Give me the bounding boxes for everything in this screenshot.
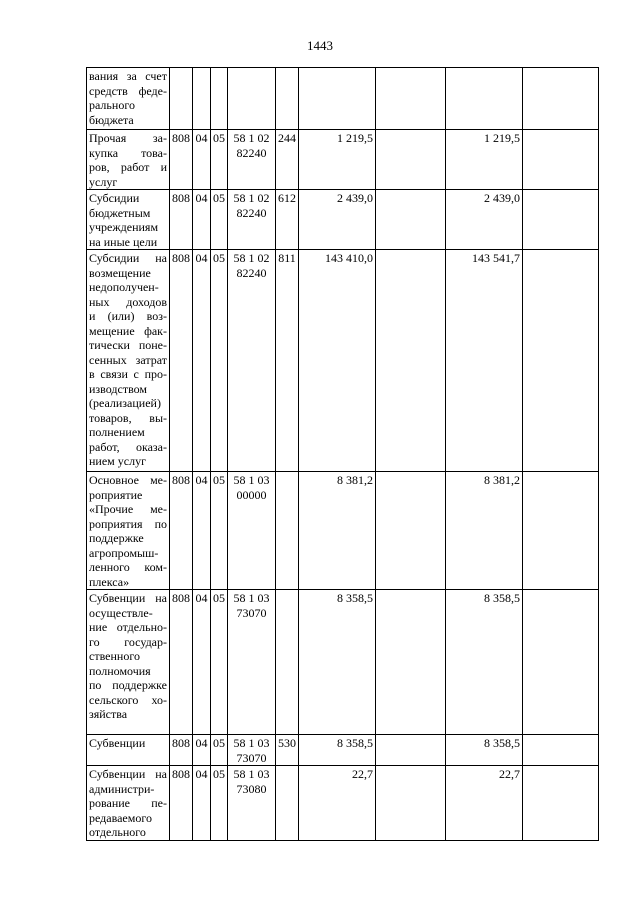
target-article-cell: [228, 735, 276, 766]
row-name-line: мещение фак-: [89, 323, 167, 338]
ministry-code-cell: 808: [170, 766, 193, 841]
target-article-cell: [228, 190, 276, 250]
row-name-line: бюджета: [89, 112, 134, 127]
row-name-line: зяйства: [89, 707, 128, 721]
extra-cell: [523, 472, 599, 590]
row-name-line: ленного ком-: [89, 560, 167, 574]
row-name-line: товаров, вы-: [89, 410, 167, 425]
subsection-code-cell: 05: [211, 735, 228, 766]
row-name-line: сенных затрат: [89, 352, 167, 367]
row-name-cell: [87, 590, 170, 735]
amount-after-change-cell: 22,7: [446, 766, 523, 841]
change-cell: [376, 590, 446, 735]
budget-table-body: [87, 68, 599, 841]
row-name-line: Субсидии: [89, 191, 140, 205]
amount-cell: 1 219,5: [299, 130, 376, 190]
row-name-cell: [87, 190, 170, 250]
ministry-code-cell: 808: [170, 735, 193, 766]
change-cell: [376, 190, 446, 250]
extra-cell: [523, 590, 599, 735]
change-cell: [376, 250, 446, 472]
row-name-line: Субвенции на: [89, 767, 167, 781]
row-name-line: ственного: [89, 649, 140, 663]
row-name-line: бюджетным: [89, 205, 151, 220]
amount-after-change-cell: [446, 68, 523, 130]
row-name-line: рального: [89, 98, 135, 112]
section-code-cell: [193, 68, 211, 130]
row-name-line: Прочая за-: [89, 131, 167, 145]
change-cell: [376, 766, 446, 841]
row-name-line: в связи с про-: [89, 367, 167, 381]
page-number: 1443: [307, 38, 333, 53]
row-name-line: отдельного: [89, 825, 146, 839]
row-name-line: сельского хо-: [89, 692, 167, 707]
row-name-line: администри-: [89, 781, 155, 796]
change-cell: [376, 735, 446, 766]
table-row: [87, 250, 599, 472]
subsection-code-cell: 05: [211, 766, 228, 841]
subsection-code-cell: 05: [211, 250, 228, 472]
row-name-cell: [87, 130, 170, 190]
expense-type-cell: [276, 472, 299, 590]
table-row: [87, 130, 599, 190]
row-name-line: полнением: [89, 425, 145, 439]
target-article-cell: [228, 130, 276, 190]
target-article-line: 58 1 03: [233, 767, 270, 781]
amount-cell: 8 358,5: [299, 735, 376, 766]
ministry-code-cell: 808: [170, 130, 193, 190]
amount-after-change-cell: 143 541,7: [446, 250, 523, 472]
extra-cell: [523, 766, 599, 841]
amount-cell: 143 410,0: [299, 250, 376, 472]
row-name-line: роприятия по: [89, 516, 167, 531]
row-name-line: недополучен-: [89, 280, 159, 294]
expense-type-cell: 244: [276, 130, 299, 190]
target-article-cell: [228, 590, 276, 735]
extra-cell: [523, 190, 599, 250]
table-row: [87, 190, 599, 250]
subsection-code-cell: 05: [211, 130, 228, 190]
row-name-line: ние отдельно-: [89, 620, 167, 634]
target-article-line: 82240: [236, 145, 267, 160]
row-name-line: ров, работ и: [89, 160, 167, 174]
target-article-cell: [228, 472, 276, 590]
target-article-line: 73070: [236, 750, 267, 765]
subsection-code-cell: [211, 68, 228, 130]
target-article-line: 58 1 03: [233, 473, 270, 487]
subsection-code-cell: 05: [211, 190, 228, 250]
row-name-line: купка това-: [89, 145, 167, 160]
section-code-cell: 04: [193, 472, 211, 590]
target-article-cell: [228, 766, 276, 841]
row-name-line: Субсидии на: [89, 251, 167, 265]
ministry-code-cell: 808: [170, 590, 193, 735]
row-name-line: нием услуг: [89, 454, 146, 468]
amount-after-change-cell: 8 358,5: [446, 735, 523, 766]
target-article-line: 82240: [236, 205, 267, 220]
change-cell: [376, 130, 446, 190]
subsection-code-cell: 05: [211, 472, 228, 590]
expense-type-cell: 811: [276, 250, 299, 472]
ministry-code-cell: 808: [170, 472, 193, 590]
row-name-line: ных доходов: [89, 294, 167, 309]
row-name-line: возмещение: [89, 265, 151, 280]
change-cell: [376, 472, 446, 590]
row-name-line: работ, оказа-: [89, 439, 167, 454]
row-name-line: плекса»: [89, 574, 130, 589]
row-name-line: средств феде-: [89, 83, 167, 98]
row-name-line: «Прочие ме-: [89, 502, 167, 516]
row-name-line: полномочия: [89, 663, 151, 678]
amount-cell: 22,7: [299, 766, 376, 841]
row-name-line: и (или) воз-: [89, 309, 167, 323]
row-name-cell: [87, 766, 170, 841]
target-article-line: 73070: [236, 605, 267, 620]
row-name-line: Субвенции: [89, 736, 146, 750]
row-name-line: на иные цели: [89, 234, 158, 249]
target-article-line: 58 1 02: [233, 131, 270, 145]
extra-cell: [523, 735, 599, 766]
target-article-line: 82240: [236, 265, 267, 280]
section-code-cell: 04: [193, 590, 211, 735]
extra-cell: [523, 130, 599, 190]
target-article-line: 58 1 03: [233, 591, 270, 605]
extra-cell: [523, 68, 599, 130]
table-row: [87, 590, 599, 735]
row-name-line: по поддержке: [89, 678, 167, 692]
row-name-line: осуществле-: [89, 605, 153, 620]
extra-cell: [523, 250, 599, 472]
target-article-cell: [228, 250, 276, 472]
row-name-line: редаваемого: [89, 810, 152, 825]
row-name-cell: [87, 735, 170, 766]
row-name-line: тически понe-: [89, 338, 167, 352]
row-name-line: рование пе-: [89, 796, 167, 810]
table-row: [87, 68, 599, 130]
row-name-line: агропромыш-: [89, 545, 159, 560]
table-row: [87, 735, 599, 766]
section-code-cell: 04: [193, 130, 211, 190]
expense-type-cell: 530: [276, 735, 299, 766]
row-name-cell: [87, 68, 170, 130]
table-row: [87, 472, 599, 590]
row-name-cell: [87, 472, 170, 590]
amount-cell: 2 439,0: [299, 190, 376, 250]
amount-cell: 8 358,5: [299, 590, 376, 735]
target-article-line: 73080: [236, 781, 267, 796]
amount-cell: 8 381,2: [299, 472, 376, 590]
target-article-line: 00000: [236, 487, 267, 502]
row-name-line: го государ-: [89, 634, 167, 649]
expense-type-cell: [276, 590, 299, 735]
amount-after-change-cell: 8 381,2: [446, 472, 523, 590]
row-name-line: услуг: [89, 174, 118, 189]
target-article-line: 58 1 03: [233, 736, 270, 750]
section-code-cell: 04: [193, 250, 211, 472]
target-article-cell: [228, 68, 276, 130]
row-name-line: (реализацией): [89, 396, 161, 410]
subsection-code-cell: 05: [211, 590, 228, 735]
row-name-line: Субвенции на: [89, 591, 167, 605]
expense-type-cell: [276, 68, 299, 130]
target-article-line: 58 1 02: [233, 191, 270, 205]
row-name-cell: [87, 250, 170, 472]
ministry-code-cell: [170, 68, 193, 130]
row-name-line: Основное ме-: [89, 473, 167, 487]
section-code-cell: 04: [193, 766, 211, 841]
expense-type-cell: 612: [276, 190, 299, 250]
change-cell: [376, 68, 446, 130]
row-name-line: поддержке: [89, 531, 144, 545]
expense-type-cell: [276, 766, 299, 841]
table-row: [87, 766, 599, 841]
amount-after-change-cell: 1 219,5: [446, 130, 523, 190]
section-code-cell: 04: [193, 190, 211, 250]
budget-table: [86, 67, 599, 841]
target-article-line: 58 1 02: [233, 251, 270, 265]
amount-after-change-cell: 8 358,5: [446, 590, 523, 735]
ministry-code-cell: 808: [170, 250, 193, 472]
section-code-cell: 04: [193, 735, 211, 766]
row-name-line: вания за счет: [89, 69, 167, 83]
row-name-line: изводством: [89, 381, 148, 396]
amount-cell: [299, 68, 376, 130]
amount-after-change-cell: 2 439,0: [446, 190, 523, 250]
ministry-code-cell: 808: [170, 190, 193, 250]
row-name-line: учреждениям: [89, 220, 159, 234]
row-name-line: роприятие: [89, 487, 143, 502]
